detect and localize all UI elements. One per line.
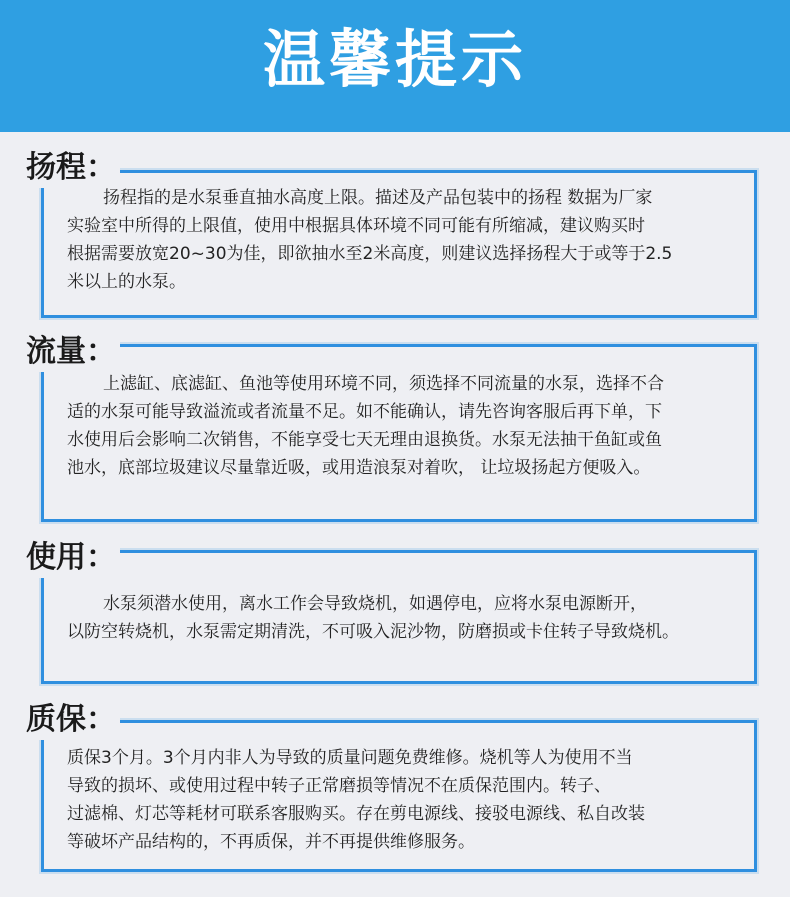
section-body [67,370,735,482]
body-line: 根据需要放宽20~30为佳，即欲抽水至2米高度，则建议选择扬程大于或等于2.5 [67,244,673,264]
body-line: 实验室中所得的上限值，使用中根据具体环境不同可能有所缩减，建议购买时 [67,216,645,236]
section-heading: 流量： [26,332,120,372]
page-title: 温馨提示 [262,23,527,96]
body-line: 池水，底部垃圾建议尽量靠近吸，或用造浪泵对着吹， 让垃圾扬起方便吸入。 [67,458,651,478]
body-line: 适的水泵可能导致溢流或者流量不足。如不能确认，请先咨询客服后再下单，下 [67,402,662,422]
body-line: 米以上的水泵。 [67,272,186,292]
section-heading: 质保： [26,700,120,740]
body-line: 质保3个月。3个月内非人为导致的质量问题免费维修。烧机等人为使用不当 [67,748,633,768]
body-line: 扬程指的是水泵垂直抽水高度上限。描述及产品包装中的扬程 数据为厂家 [103,188,653,208]
body-line: 导致的损坏、或使用过程中转子正常磨损等情况不在质保范围内。转子、 [67,776,611,796]
header-banner [0,0,790,132]
body-line: 水泵须潜水使用，离水工作会导致烧机，如遇停电，应将水泵电源断开， [103,594,647,614]
body-line: 以防空转烧机，水泵需定期清洗，不可吸入泥沙物，防磨损或卡住转子导致烧机。 [67,622,679,642]
section-heading: 扬程： [26,148,120,188]
section-body [67,744,735,856]
body-line: 水使用后会影响二次销售，不能享受七天无理由退换货。水泵无法抽干鱼缸或鱼 [67,430,662,450]
body-line: 等破坏产品结构的，不再质保，并不再提供维修服务。 [67,832,475,852]
section-body [67,184,735,296]
body-line: 上滤缸、底滤缸、鱼池等使用环境不同，须选择不同流量的水泵，选择不合 [103,374,664,394]
section-body [67,590,735,646]
body-line: 过滤棉、灯芯等耗材可联系客服购买。存在剪电源线、接驳电源线、私自改装 [67,804,645,824]
section-heading: 使用： [26,538,120,578]
